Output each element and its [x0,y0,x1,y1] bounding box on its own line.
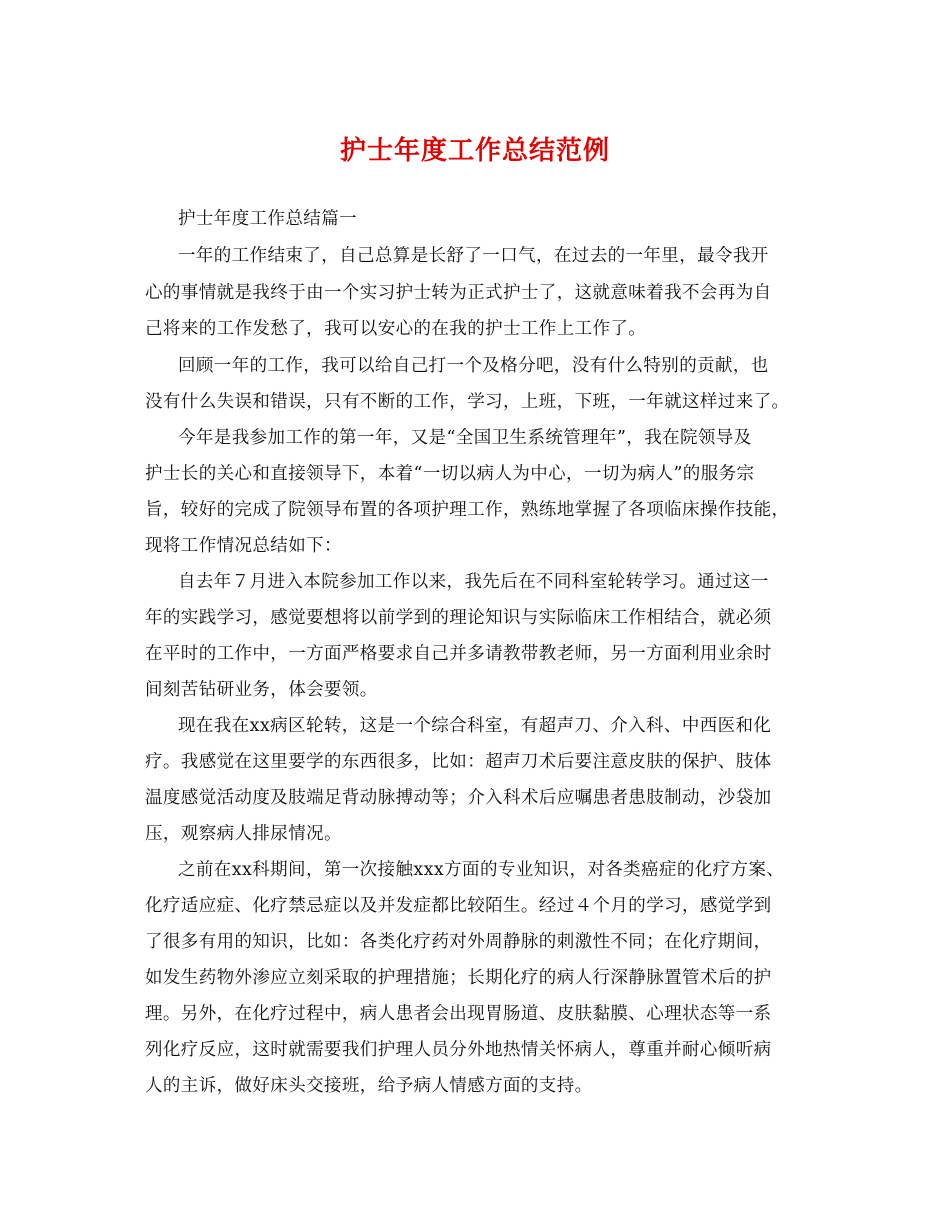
paragraph-line: 如发生药物外渗应立刻采取的护理措施；长期化疗的病人行深静脉置管术后的护 [145,968,772,988]
paragraph-line: 自去年７月进入本院参加工作以来，我先后在不同科室轮转学习。通过这一 [178,572,769,592]
paragraph-line: 没有什么失误和错误，只有不断的工作，学习，上班，下班，一年就这样过来了。 [145,392,790,412]
paragraph-line: 之前在xx科期间，第一次接触xxx方面的专业知识，对各类癌症的化疗方案、 [178,860,785,880]
paragraph-line: 现在我在xx病区轮转，这是一个综合科室，有超声刀、介入科、中西医和化 [178,716,772,736]
paragraph-line: 温度感觉活动度及肢端足背动脉搏动等；介入科术后应嘱患者患肢制动，沙袋加 [145,788,772,808]
paragraph-line: 列化疗反应，这时就需要我们护理人员分外地热情关怀病人，尊重并耐心倾听病 [145,1040,772,1060]
paragraph-line: 疗。我感觉在这里要学的东西很多，比如：超声刀术后要注意皮肤的保护、肢体 [145,752,772,772]
paragraph-line: 现将工作情况总结如下： [145,536,342,556]
paragraph-line: 今年是我参加工作的第一年，又是“全国卫生系统管理年”，我在院领导及 [178,428,752,448]
paragraph-line: 己将来的工作发愁了，我可以安心的在我的护士工作上工作了。 [145,319,647,339]
paragraph-line: 心的事情就是我终于由一个实习护士转为正式护士了，这就意味着我不会再为自 [145,283,772,303]
paragraph-line: 一年的工作结束了，自己总算是长舒了一口气，在过去的一年里，最令我开 [178,246,769,266]
paragraph-line: 化疗适应症、化疗禁忌症以及并发症都比较陌生。经过４个月的学习，感觉学到 [145,896,772,916]
paragraph-line: 压，观察病人排尿情况。 [145,824,342,844]
paragraph-line: 回顾一年的工作，我可以给自己打一个及格分吧，没有什么特别的贡献，也 [178,356,769,376]
paragraph-line: 护士长的关心和直接领导下，本着“一切以病人为中心，一切为病人”的服务宗 [145,464,755,484]
section-heading: 护士年度工作总结篇一 [178,209,357,229]
paragraph-line: 了很多有用的知识，比如：各类化疗药对外周静脉的刺激性不同；在化疗期间， [145,932,772,952]
paragraph-line: 年的实践学习，感觉要想将以前学到的理论知识与实际临床工作相结合，就必须 [145,608,772,628]
paragraph-line: 人的主诉，做好床头交接班，给予病人情感方面的支持。 [145,1076,593,1096]
document-title: 护士年度工作总结范例 [339,136,610,166]
paragraph-line: 理。另外，在化疗过程中，病人患者会出现胃肠道、皮肤黏膜、心理状态等一系 [145,1004,772,1024]
paragraph-line: 间刻苦钻研业务，体会要领。 [145,680,378,700]
paragraph-line: 旨，较好的完成了院领导布置的各项护理工作，熟练地掌握了各项临床操作技能， [145,500,790,520]
paragraph-line: 在平时的工作中，一方面严格要求自己并多请教带教老师，另一方面利用业余时 [145,644,772,664]
